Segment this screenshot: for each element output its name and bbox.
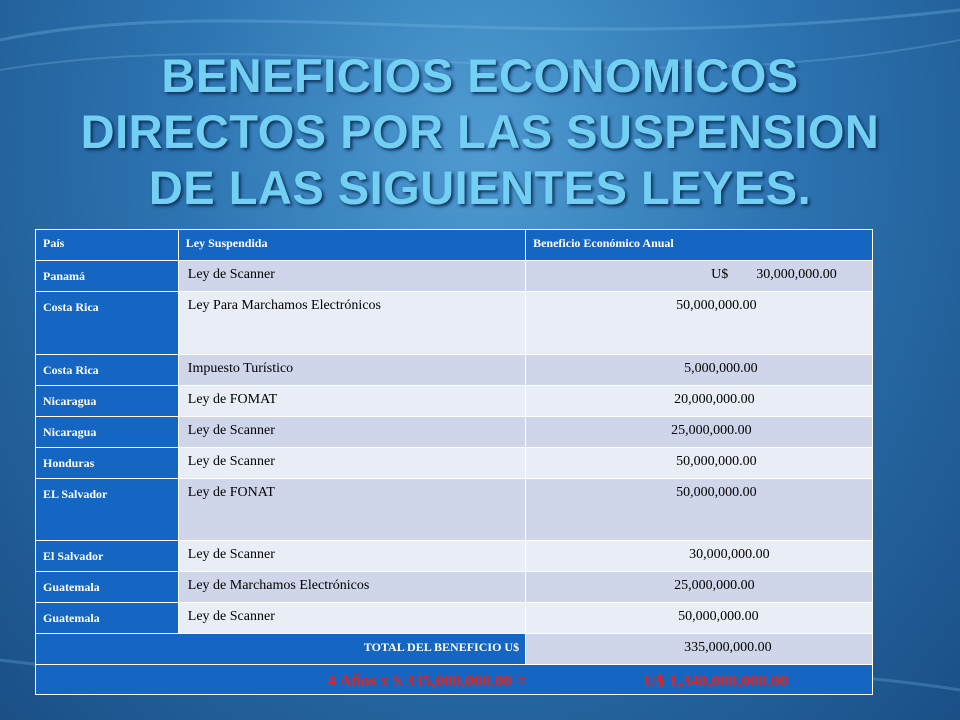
amount-value: 25,000,000.00 (671, 423, 752, 438)
cell-law: Ley de Scanner (178, 541, 525, 572)
cell-amount (526, 417, 873, 448)
header-country: País (36, 230, 179, 261)
cell-amount (526, 603, 873, 634)
cell-country: Panamá (36, 261, 179, 292)
benefits-table (35, 229, 873, 695)
table-row (36, 603, 873, 634)
table-row (36, 261, 873, 292)
cell-law: Ley de Scanner (178, 417, 525, 448)
header-benefit: Beneficio Económico Anual (526, 230, 873, 261)
cell-law: Impuesto Turístico (178, 355, 525, 386)
total-label: TOTAL DEL BENEFICIO U$ (36, 634, 526, 665)
table-row (36, 448, 873, 479)
cell-law: Ley Para Marchamos Electrónicos (178, 292, 525, 355)
total-amount-cell (526, 634, 873, 665)
table-row (36, 541, 873, 572)
table-row (36, 479, 873, 541)
table-row (36, 355, 873, 386)
final-calculation-cell (36, 665, 873, 695)
cell-amount (526, 448, 873, 479)
cell-country: El Salvador (36, 541, 179, 572)
cell-country: Guatemala (36, 603, 179, 634)
amount-value: 25,000,000.00 (674, 578, 755, 593)
amount-value: 50,000,000.00 (676, 298, 757, 313)
table-header-row (36, 230, 873, 261)
table-row (36, 386, 873, 417)
table-row (36, 292, 873, 355)
final-right-text: U$ 1,340,000,000.00 (644, 671, 789, 690)
cell-country: Nicaragua (36, 386, 179, 417)
cell-amount (526, 261, 873, 292)
final-left-text: 4 Años x $ 335,000,000.00 = (327, 671, 526, 690)
amount-value: 20,000,000.00 (674, 392, 755, 407)
cell-law: Ley de Marchamos Electrónicos (178, 572, 525, 603)
cell-country: Costa Rica (36, 292, 179, 355)
table-row (36, 572, 873, 603)
cell-country: Nicaragua (36, 417, 179, 448)
cell-amount (526, 479, 873, 541)
cell-country: EL Salvador (36, 479, 179, 541)
amount-value: 5,000,000.00 (684, 361, 758, 376)
amount-value: 50,000,000.00 (676, 485, 757, 500)
table-row (36, 417, 873, 448)
header-law: Ley Suspendida (178, 230, 525, 261)
slide-title: BENEFICIOS ECONOMICOS DIRECTOS POR LAS SUSPENSION DE LAS SIGUIENTES LEYES. (80, 49, 880, 214)
cell-amount (526, 292, 873, 355)
cell-amount (526, 572, 873, 603)
cell-amount (526, 386, 873, 417)
cell-amount (526, 355, 873, 386)
amount-value: U$ 30,000,000.00 (711, 267, 837, 282)
cell-country: Guatemala (36, 572, 179, 603)
final-calculation-row (36, 665, 873, 695)
total-value: 335,000,000.00 (684, 640, 772, 655)
amount-value: 50,000,000.00 (676, 454, 757, 469)
cell-amount (526, 541, 873, 572)
cell-country: Costa Rica (36, 355, 179, 386)
cell-law: Ley de Scanner (178, 603, 525, 634)
cell-country: Honduras (36, 448, 179, 479)
cell-law: Ley de Scanner (178, 261, 525, 292)
amount-value: 50,000,000.00 (678, 609, 759, 624)
cell-law: Ley de FOMAT (178, 386, 525, 417)
cell-law: Ley de FONAT (178, 479, 525, 541)
amount-value: 30,000,000.00 (689, 547, 770, 562)
total-row (36, 634, 873, 665)
cell-law: Ley de Scanner (178, 448, 525, 479)
